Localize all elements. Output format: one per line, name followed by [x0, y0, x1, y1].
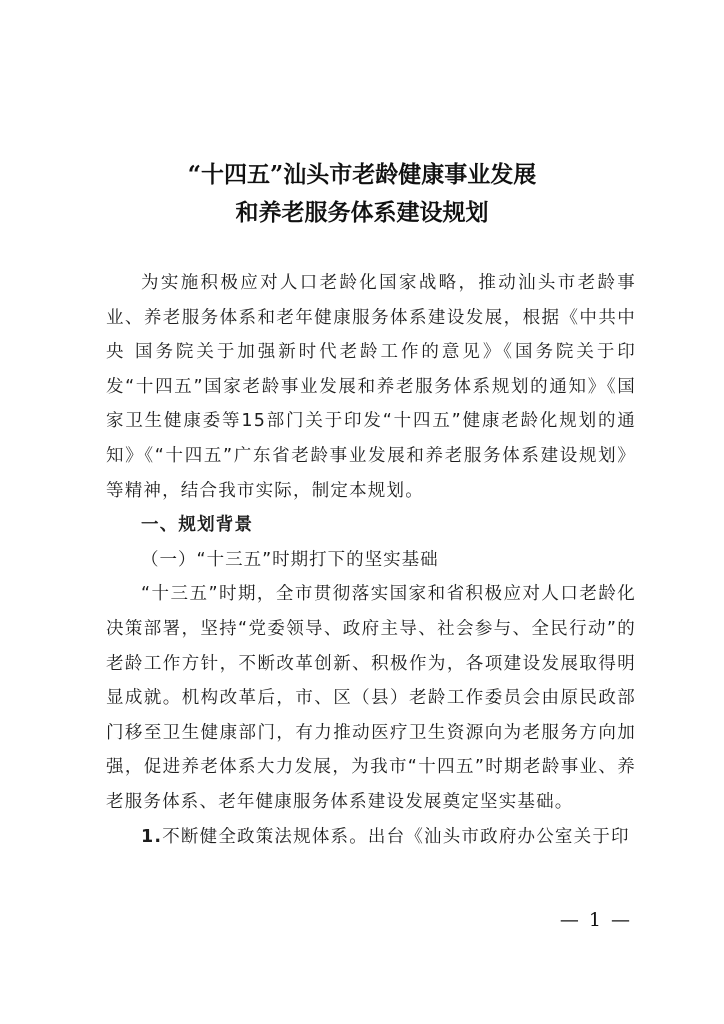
- section-heading-background: 一、规划背景: [141, 515, 254, 536]
- item-1-paragraph: [106, 820, 636, 855]
- document-title-line-1: “十四五”汕头市老龄健康事业发展: [187, 161, 537, 188]
- document-body: [106, 266, 636, 854]
- background-paragraph: “十三五”时期，全市贯彻落实国家和省积极应对人口老龄化决策部署，坚持“党委领导、政府主导、社会参与、全民行动”的老龄工作方针，不断改革创新、积极作为，各项建设发展取得明显成就。机构改革后，市、区（县）老龄工作委员会由原民政部门移至卫生健康部门，有力推动医疗卫生资源向为老服务方向加强，促进养老体系大力发展，为我市“十四五”时期老龄事业、养老服务体系、老年健康服务体系建设发展奠定坚实基础。: [106, 584, 636, 812]
- page-number: — 1 —: [559, 909, 632, 931]
- item-1-number: 1.: [141, 826, 163, 847]
- intro-paragraph: 为实施积极应对人口老龄化国家战略，推动汕头市老龄事业、养老服务体系和老年健康服务体系建设发展，根据《中共中央 国务院关于加强新时代老龄工作的意见》《国务院关于印发“十四五”国家老龄事业发展和养老服务体系规划的通知》《国家卫生健康委等15部门关于印发“十四五”健康老龄化规划的通知》《“十四五”广东省老龄事业发展和养老服务体系建设规划》等精神，结合我市实际，制定本规划。: [106, 273, 636, 501]
- subsection-heading-foundation: （一）“十三五”时期打下的坚实基础: [141, 549, 439, 570]
- item-1-text: 不断健全政策法规体系。出台《汕头市政府办公室关于印: [162, 826, 630, 847]
- document-title-line-2: 和养老服务体系建设规划: [235, 199, 489, 226]
